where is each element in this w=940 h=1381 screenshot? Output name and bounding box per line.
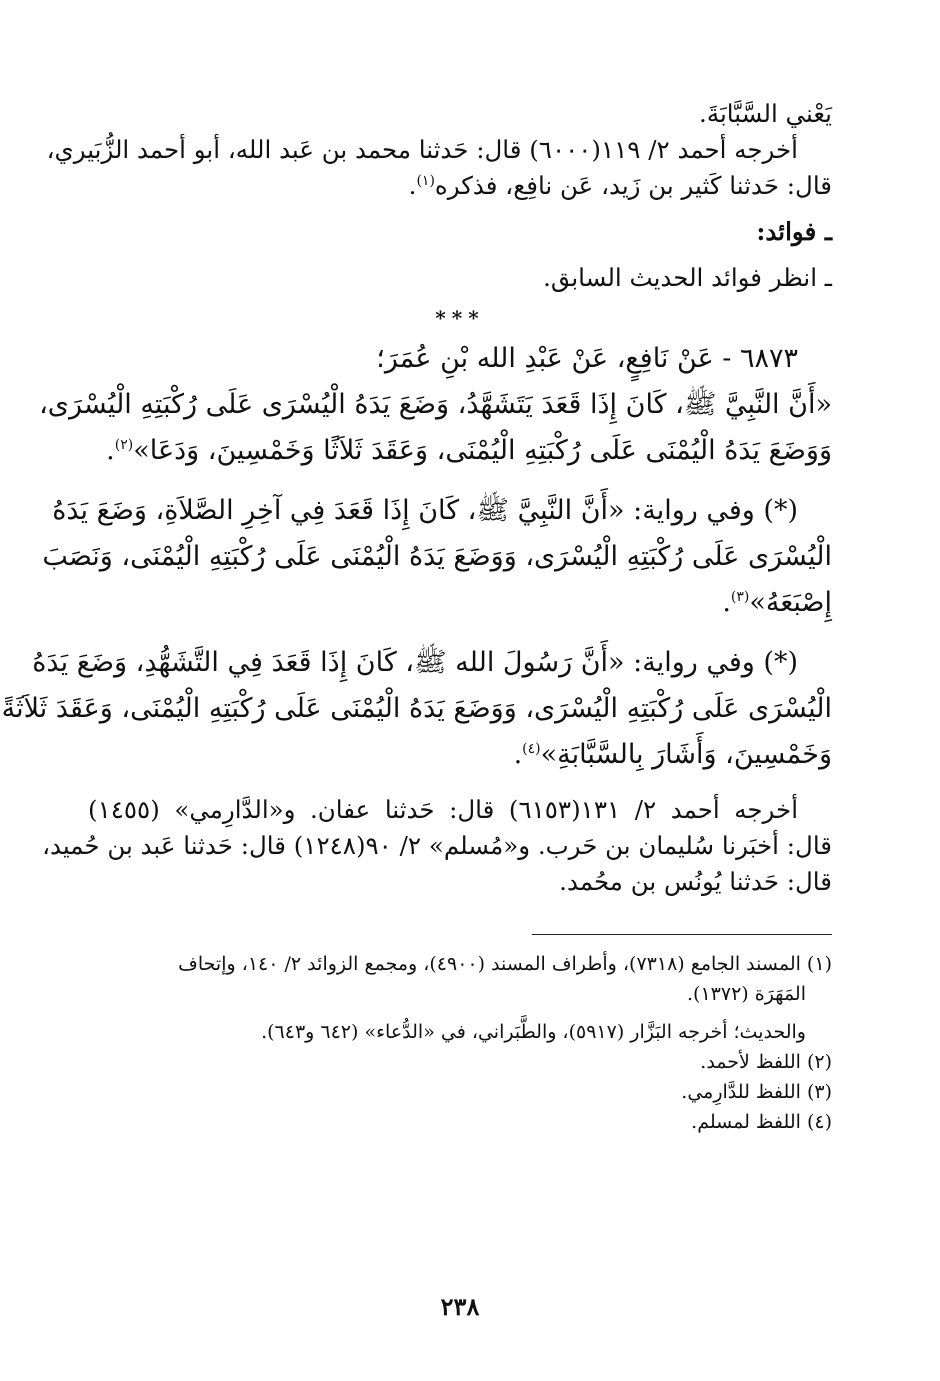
riwaya-line: (*) وفي رواية: «أَنَّ رَسُولَ الله ﷺ، كَانَ إِذَا قَعَدَ فِي التَّشَهُّدِ، وَضَعَ يَدَهُ bbox=[32, 647, 798, 678]
riwaya-line: الْيُسْرَى عَلَى رُكْبَتِهِ الْيُسْرَى، وَوَضَعَ يَدَهُ الْيُمْنَى عَلَى رُكْبَتِهِ الْيُمْنَى، وَعَقَدَ ثَلاَثَةً bbox=[1, 693, 832, 724]
page-number: ٢٣٨ bbox=[440, 1292, 480, 1321]
footnote-ref: (١) bbox=[416, 172, 435, 189]
takhrij-line bbox=[88, 168, 832, 204]
riwaya-block bbox=[1, 640, 832, 778]
footnote-ref: (٤) bbox=[522, 741, 541, 757]
line-text: وَخَمْسِينَ، وَأَشَارَ بِالسَّبَّابَةِ» bbox=[540, 739, 832, 770]
footnote: المَهَرَة (١٣٧٢). bbox=[687, 983, 806, 1005]
text-line: يَعْني السَّبَّابَةَ. bbox=[699, 99, 832, 128]
footnote: والحديث؛ أخرجه البَزَّار (٥٩١٧)، والطَّبَراني، في «الدُّعاء» (٦٤٢ و٦٤٣). bbox=[261, 1021, 806, 1043]
riwaya-line: (*) وفي رواية: «أَنَّ النَّبِيَّ ﷺ، كَانَ إِذَا قَعَدَ فِي آخِرِ الصَّلاَةِ، وَضَعَ يَدَهُ bbox=[52, 495, 798, 526]
riwaya-line bbox=[88, 580, 832, 626]
riwaya-line bbox=[88, 732, 832, 778]
book-page bbox=[1, 96, 832, 1341]
line-text: وَوَضَعَ يَدَهُ الْيُمْنَى عَلَى رُكْبَتِهِ الْيُمْنَى، وَعَقَدَ ثَلاَثًا وَخَمْسِينَ، وَدَعَا» bbox=[133, 435, 832, 466]
line-end: . bbox=[408, 171, 417, 200]
line-end: . bbox=[722, 587, 731, 618]
footnote: (٢) اللفظ لأحمد. bbox=[700, 1051, 832, 1073]
takhrij-line: أخرجه أحمد ٢/ ١١٩(٦٠٠٠) قال: حَدثنا محمد بن عَبد الله، أبو أحمد الزُّبَيري، bbox=[46, 135, 798, 164]
footnote-ref: (٣) bbox=[730, 589, 750, 605]
takhrij-block bbox=[42, 792, 832, 900]
line-end: . bbox=[513, 739, 523, 770]
footnote-ref: (٢) bbox=[114, 437, 134, 453]
footnote: (٣) اللفظ للدَّارِمي. bbox=[681, 1081, 832, 1103]
footnote: (٤) اللفظ لمسلم. bbox=[691, 1111, 832, 1133]
fawaid-text: ـ انظر فوائد الحديث السابق. bbox=[543, 263, 832, 292]
line-text: قال: حَدثنا كَثير بن زَيد، عَن نافِع، فذكره bbox=[434, 171, 832, 200]
footnotes bbox=[88, 949, 832, 1137]
section-separator: *** bbox=[435, 306, 485, 330]
hadith-number: ٦٨٧٣ - عَنْ نَافِعٍ، عَنْ عَبْدِ الله بْنِ عُمَرَ؛ bbox=[376, 343, 798, 374]
riwaya-block bbox=[42, 488, 832, 626]
line-end: . bbox=[106, 435, 115, 466]
riwaya-line: الْيُسْرَى عَلَى رُكْبَتِهِ الْيُسْرَى، وَوَضَعَ يَدَهُ الْيُمْنَى عَلَى رُكْبَتِهِ الْيُمْنَى، وَنَصَبَ bbox=[42, 541, 832, 572]
fawaid-heading: ـ فوائد: bbox=[756, 217, 832, 246]
takhrij-line: قال: أخبَرنا سُليمان بن حَرب. و«مُسلم» ٢/ ٩٠(١٢٤٨) قال: حَدثنا عَبد بن حُميد، bbox=[42, 831, 832, 860]
hadith-text-line bbox=[88, 428, 832, 474]
takhrij-line: أخرجه أحمد ٢/ ١٣١(٦١٥٣) قال: حَدثنا عفان. و«الدَّارِمي» (١٤٥٥) bbox=[88, 795, 798, 824]
hadith-text-line: «أَنَّ النَّبِيَّ ﷺ، كَانَ إِذَا قَعَدَ يَتَشَهَّدُ، وَضَعَ يَدَهُ الْيُسْرَى عَلَى رُكْبَتِهِ الْيُسْرَى، bbox=[39, 389, 832, 420]
footnote-divider bbox=[532, 934, 832, 935]
takhrij-line: قال: حَدثنا يُونُس بن محُمد. bbox=[559, 867, 832, 896]
footnote: (١) المسند الجامع (٧٣١٨)، وأطراف المسند (٤٩٠٠)، ومجمع الزوائد ٢/ ١٤٠، وإتحاف bbox=[178, 953, 832, 975]
line-text: إِصْبَعَهُ» bbox=[749, 587, 832, 618]
